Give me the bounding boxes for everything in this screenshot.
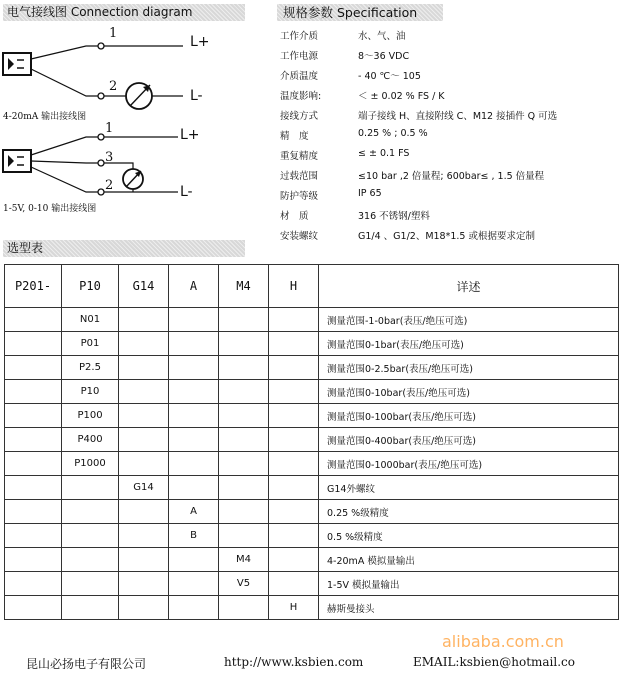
spec-value: 端子接线 H、直接附线 C、M12 接插件 Q 可选 [358,111,558,122]
table-cell: P10 [62,380,119,404]
spec-key: 接线方式 [280,111,319,122]
table-cell [269,548,319,572]
spec-key: 材 质 [280,211,309,222]
watermark: alibaba.com.cn [442,632,564,651]
table-cell: H [269,596,319,620]
table-cell [119,452,169,476]
table-cell [62,596,119,620]
table-row [5,476,619,500]
table-cell [5,572,62,596]
table-cell [62,572,119,596]
table-cell [62,500,119,524]
table-cell-description: 测量范围0-2.5bar(表压/绝压可选) [319,356,619,380]
table-cell-description: 测量范围0-1bar(表压/绝压可选) [319,332,619,356]
table-cell [269,452,319,476]
table-cell [219,404,269,428]
wire-1-2 [31,69,98,96]
table-cell [169,332,219,356]
table-row [5,380,619,404]
spec-value: 水、气、油 [358,31,406,42]
table-cell [62,548,119,572]
table-cell [119,332,169,356]
column-header: H [269,265,319,308]
spec-row [280,48,625,64]
column-header: 详述 [319,265,619,308]
table-cell [5,500,62,524]
table-cell [269,308,319,332]
table-cell [5,548,62,572]
table-cell [219,356,269,380]
pin-2b-label: 2 [105,178,114,193]
spec-value: 8～36 VDC [358,51,410,62]
diagram-header-text: 电气接线图 Connection diagram [7,5,193,19]
table-cell [219,524,269,548]
wiring-diagram-svg [0,22,270,222]
table-cell [269,404,319,428]
wire-2-2 [31,167,98,192]
table-cell [5,452,62,476]
table-cell-description: 测量范围0-100bar(表压/绝压可选) [319,404,619,428]
table-header-row [5,265,619,308]
spec-row [280,28,625,44]
table-cell [219,308,269,332]
table-cell [119,596,169,620]
wire-2-3 [31,161,98,163]
spec-value: IP 65 [358,188,382,199]
table-cell [169,548,219,572]
table-cell-description: 测量范围0-400bar(表压/绝压可选) [319,428,619,452]
table-cell-description: 测量范围0-10bar(表压/绝压可选) [319,380,619,404]
pin-3-label: 3 [105,150,114,165]
wiring-diagrams [0,22,270,222]
column-header: A [169,265,219,308]
spec-row [280,168,625,184]
table-cell [169,380,219,404]
spec-row [280,128,625,144]
table-cell-description: 1-5V 模拟量输出 [319,572,619,596]
table-cell [5,596,62,620]
table-cell [5,308,62,332]
table-cell [62,524,119,548]
table-cell [5,356,62,380]
table-cell [119,428,169,452]
spec-key: 防护等级 [280,191,319,202]
spec-key: 过载范围 [280,171,319,182]
spec-key: 重复精度 [280,151,319,162]
wire-1-1 [31,46,98,59]
table-cell-description: 0.25 %级精度 [319,500,619,524]
website-link[interactable]: http://www.ksbien.com [224,655,364,669]
table-cell [5,476,62,500]
table-row [5,572,619,596]
table-cell-description: 测量范围-1-0bar(表压/绝压可选) [319,308,619,332]
table-cell: P400 [62,428,119,452]
table-row [5,596,619,620]
table-cell [219,428,269,452]
spec-row [280,188,625,204]
table-cell-description: 0.5 %级精度 [319,524,619,548]
table-cell: A [169,500,219,524]
column-header: P201- [5,265,62,308]
table-cell [269,428,319,452]
table-cell: P2.5 [62,356,119,380]
table-cell: P1000 [62,452,119,476]
table-cell [119,548,169,572]
table-cell [269,356,319,380]
table-cell [119,500,169,524]
table-cell: P100 [62,404,119,428]
l-plus-label-2: L+ [180,127,200,143]
table-cell [219,380,269,404]
table-cell [5,380,62,404]
table-cell [219,596,269,620]
table-cell [119,572,169,596]
table-cell: V5 [219,572,269,596]
spec-value: 0.25 % ; 0.5 % [358,128,428,139]
table-cell [269,572,319,596]
spec-value: - 40 ℃～ 105 [358,71,421,82]
spec-key: 精 度 [280,131,309,142]
l-minus-label-1: L- [190,88,203,104]
spec-row [280,88,625,104]
pin-1b-label: 1 [105,121,114,136]
table-cell [219,476,269,500]
selection-header-text: 选型表 [7,241,44,255]
table-cell [269,500,319,524]
spec-value: G1/4 、G1/2、M18*1.5 或根据要求定制 [358,231,535,242]
table-cell-description: 赫斯曼接头 [319,596,619,620]
column-header: M4 [219,265,269,308]
table-row [5,356,619,380]
table-cell [169,428,219,452]
spec-row [280,208,625,224]
table-cell [169,476,219,500]
table-row [5,524,619,548]
table-cell-description: 4-20mA 模拟量输出 [319,548,619,572]
spec-value: ＜ ± 0.02 % FS / K [358,91,445,102]
spec-row [280,108,625,124]
spec-key: 安装螺纹 [280,231,319,242]
spec-key: 介质温度 [280,71,319,82]
table-row [5,404,619,428]
table-cell-description: 测量范围0-1000bar(表压/绝压可选) [319,452,619,476]
table-cell [269,332,319,356]
table-cell [169,596,219,620]
table-cell [5,404,62,428]
table-cell [219,500,269,524]
table-cell [62,476,119,500]
spec-header [277,4,443,21]
table-row [5,428,619,452]
column-header: G14 [119,265,169,308]
table-row [5,500,619,524]
email-text: EMAIL:ksbien@hotmail.co [413,655,575,669]
diagram-header [3,4,245,21]
table-cell [169,572,219,596]
table-cell: G14 [119,476,169,500]
spec-value: 316 不锈钢/塑料 [358,211,430,222]
table-cell [119,356,169,380]
wire-2-1 [31,137,98,155]
wiring-2-caption: 1-5V, 0-10 输出接线图 [3,204,97,214]
table-row [5,332,619,356]
l-plus-label-1: L+ [190,34,210,50]
table-cell: P01 [62,332,119,356]
table-cell [219,332,269,356]
table-cell [5,524,62,548]
table-cell: B [169,524,219,548]
table-cell: M4 [219,548,269,572]
sensor-box-1 [3,53,31,75]
spec-key: 温度影响: [280,91,322,102]
table-row [5,548,619,572]
l-minus-label-2: L- [180,184,193,200]
table-cell [219,452,269,476]
table-cell [169,452,219,476]
spec-value: ≤ ± 0.1 FS [358,148,410,159]
table-cell [169,308,219,332]
column-header: P10 [62,265,119,308]
spec-key: 工作电源 [280,51,319,62]
table-cell [269,524,319,548]
company-name: 昆山必扬电子有限公司 [26,657,147,671]
spec-row [280,148,625,164]
table-cell [119,404,169,428]
spec-key: 工作介质 [280,31,319,42]
table-cell [269,476,319,500]
wiring-1-caption: 4-20mA 输出接线图 [3,112,87,122]
table-cell [269,380,319,404]
selection-table [4,264,619,620]
table-cell [5,332,62,356]
pin-2-label: 2 [109,79,118,94]
table-cell [5,428,62,452]
selection-header [3,240,245,257]
spec-row [280,228,625,244]
sensor-box-2 [3,150,31,172]
spec-value: ≤10 bar ,2 倍量程; 600bar≤ , 1.5 倍量程 [358,171,545,182]
footer [0,655,630,673]
pin-1-label: 1 [109,26,118,41]
spec-header-text: 规格参数 Specification [283,5,418,20]
table-cell [119,380,169,404]
table-cell [169,404,219,428]
table-cell [119,524,169,548]
table-cell [119,308,169,332]
table-row [5,452,619,476]
spec-row [280,68,625,84]
table-cell [169,356,219,380]
table-cell-description: G14外螺纹 [319,476,619,500]
table-cell: N01 [62,308,119,332]
table-row [5,308,619,332]
